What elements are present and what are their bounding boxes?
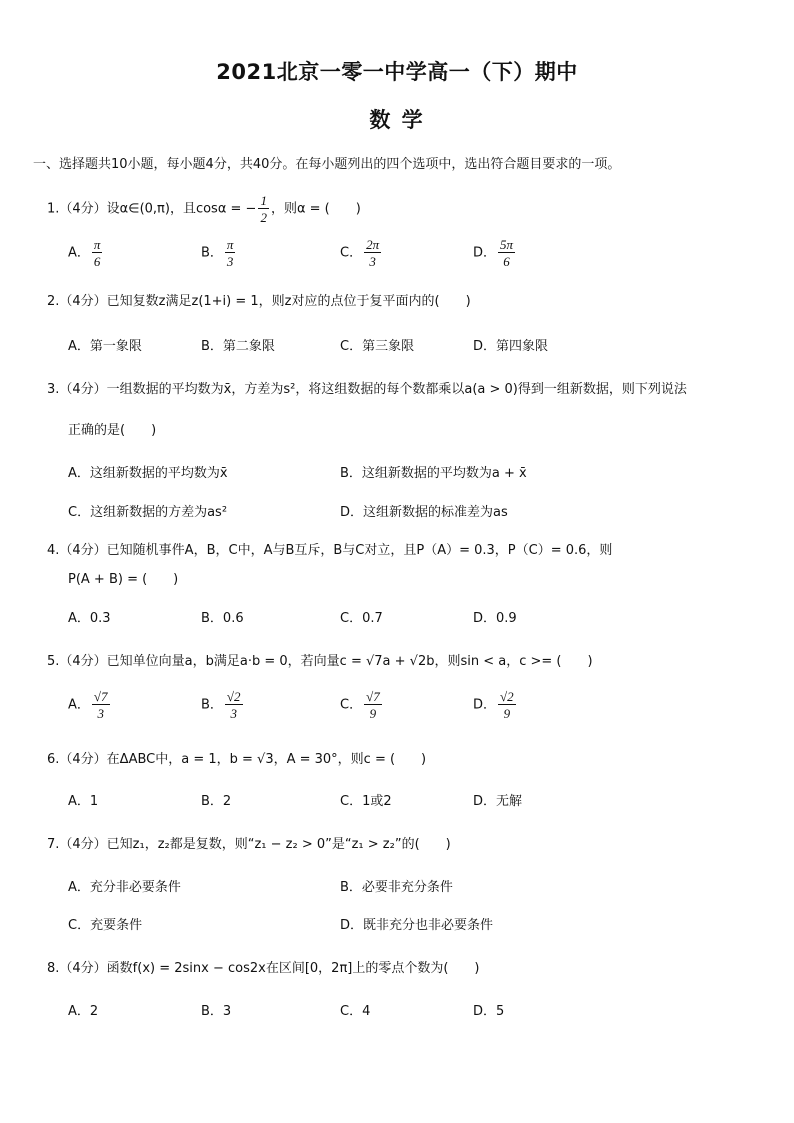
exam-subject: 数 学 xyxy=(369,108,425,132)
option-a: A． $\frac{√7}{3}$ xyxy=(68,689,108,721)
question-1-stem: 1.（4分）设α∈(0,π)，且cosα = − $\frac{1}{2}$ ，则α = ( ) xyxy=(47,193,361,225)
question-4-stem: 4.（4分）已知随机事件A，B，C中，A与B互斥，B与C对立，且P（A）= 0.3，P（C）= 0.6，则 xyxy=(47,543,613,558)
option-c: C．第三象限 xyxy=(340,339,415,354)
option-b: B．第二象限 xyxy=(201,339,275,354)
question-4-stem-continued: P(A + B) = ( ) xyxy=(68,572,179,587)
option-c: C．充要条件 xyxy=(68,918,143,933)
option-d: D．0.9 xyxy=(473,611,517,626)
option-a: A．第一象限 xyxy=(68,339,142,354)
option-c: C．这组新数据的方差为as² xyxy=(68,505,228,520)
option-c: C．4 xyxy=(340,1004,371,1019)
option-b: B．这组新数据的平均数为a + x̄ xyxy=(340,466,527,481)
option-a: A．0.3 xyxy=(68,611,111,626)
section-heading: 一、选择题共10小题，每小题4分，共40分。在每小题列出的四个选项中，选出符合题目要求的一项。 xyxy=(33,157,621,172)
question-3-stem-continued: 正确的是( ) xyxy=(68,423,157,438)
option-d: D．无解 xyxy=(473,794,523,809)
option-d: D． $\frac{√2}{9}$ xyxy=(473,689,514,721)
option-b: B． $\frac{√2}{3}$ xyxy=(201,689,241,721)
question-3-stem: 3.（4分）一组数据的平均数为x̄，方差为s²，将这组数据的每个数都乘以a(a > 0)得到一组新数据，则下列说法 xyxy=(47,382,687,397)
option-b: B．2 xyxy=(201,794,232,809)
question-8-stem: 8.（4分）函数f(x) = 2sinx − cos2x在区间[0，2π]上的零点个数为( ) xyxy=(47,961,480,976)
option-d: D．5 xyxy=(473,1004,505,1019)
option-d: D．这组新数据的标准差为as xyxy=(340,505,508,520)
option-a: A．2 xyxy=(68,1004,99,1019)
option-d: D．既非充分也非必要条件 xyxy=(340,918,494,933)
option-b: B．必要非充分条件 xyxy=(340,880,453,895)
question-5-stem: 5.（4分）已知单位向量a，b满足a·b = 0，若向量c = √7a + √2b，则sin < a，c >= ( ) xyxy=(47,654,593,669)
option-a: A． $\frac{\pi}{6}$ xyxy=(68,237,101,269)
option-d: D．第四象限 xyxy=(473,339,549,354)
option-a: A．这组新数据的平均数为x̄ xyxy=(68,466,228,481)
question-2-stem: 2.（4分）已知复数z满足z(1+i) = 1，则z对应的点位于复平面内的( ) xyxy=(47,294,471,309)
question-7-stem: 7.（4分）已知z₁，z₂都是复数，则“z₁ − z₂ > 0”是“z₁ > z₂”的( ) xyxy=(47,837,451,852)
option-b: B． $\frac{\pi}{3}$ xyxy=(201,237,234,269)
option-d: D． $\frac{5\pi}{6}$ xyxy=(473,237,514,269)
option-a: A．1 xyxy=(68,794,99,809)
option-c: C． $\frac{√7}{9}$ xyxy=(340,689,380,721)
exam-title: 2021北京一零一中学高一（下）期中 xyxy=(216,60,578,84)
option-b: B．3 xyxy=(201,1004,232,1019)
option-c: C．1或2 xyxy=(340,794,392,809)
question-6-stem: 6.（4分）在ΔABC中，a = 1，b = √3，A = 30°，则c = ( ) xyxy=(47,752,427,767)
option-c: C． $\frac{2\pi}{3}$ xyxy=(340,237,380,269)
fraction: $\frac{1}{2}$ xyxy=(260,193,267,225)
option-a: A．充分非必要条件 xyxy=(68,880,181,895)
option-c: C．0.7 xyxy=(340,611,383,626)
option-b: B．0.6 xyxy=(201,611,244,626)
